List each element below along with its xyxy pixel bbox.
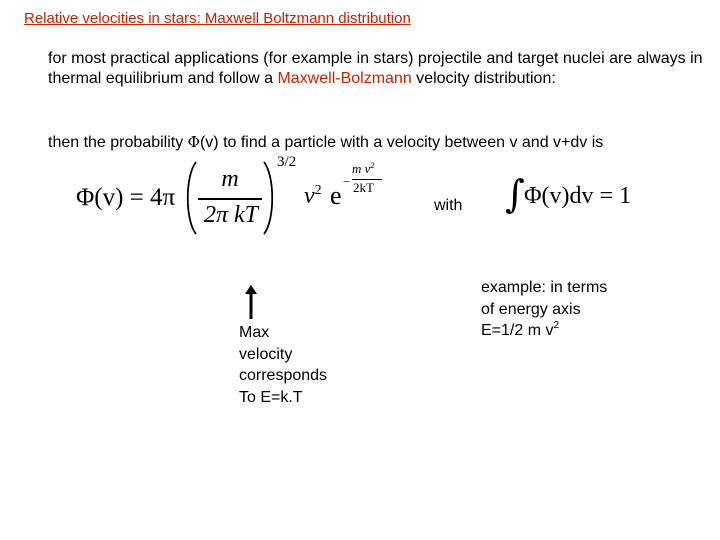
energy-line-1: example: in terms [481,279,608,296]
exp-numerator-exponent: 2 [370,161,375,170]
energy-line-3 [481,320,607,342]
maxwell-bolzmann-highlight: Maxwell-Bolzmann [277,70,412,87]
exp-numerator [352,161,374,177]
left-paren [184,160,198,236]
energy-exponent: 2 [553,319,560,331]
exp-denominator: 2kT [353,180,374,195]
power-exponent: 3/2 [277,154,297,170]
intro-paragraph [48,49,708,89]
up-arrow-icon [241,284,261,320]
exp-base: e [330,181,342,210]
normalization-expression: Φ(v)dv = 1 [524,183,632,209]
fraction-bar [198,198,262,200]
probability-prefix: then the probability [48,134,188,151]
right-paren [262,160,276,236]
phi-symbol: Φ [187,133,200,151]
note-line-3: corresponds [239,367,328,384]
probability-suffix: (v) to find a particle with a velocity between v and v+dv is [199,134,604,151]
energy-axis-note [481,277,607,342]
integral-sign: ∫ [505,172,525,216]
page-title: Relative velocities in stars: Maxwell Boltzmann distribution [24,10,411,27]
with-label: with [434,197,463,214]
probability-sentence [48,132,708,153]
v-exponent: 2 [314,183,322,198]
fraction-denominator: 2π kT [203,202,259,228]
intro-text-after: velocity distribution: [411,70,556,87]
note-line-2: velocity [239,345,293,363]
max-velocity-note [239,322,327,408]
v-symbol: v [304,183,315,209]
v-squared [304,183,322,210]
fraction-numerator: m [221,166,239,192]
energy-formula: E=1/2 m v [481,322,554,339]
note-line-4: To E=k.T [239,388,303,406]
intro-text-before: for most practical applications (for example in stars) projectile and target nuclei are always in thermal equilibrium and follow a [48,50,703,87]
exp-minus: − [343,174,351,189]
exp-numerator-text: m v [352,161,371,176]
note-line-1: Max [239,324,270,341]
energy-line-2: of energy axis [481,300,581,318]
formula-lhs: Φ(v) = 4π [76,184,176,211]
